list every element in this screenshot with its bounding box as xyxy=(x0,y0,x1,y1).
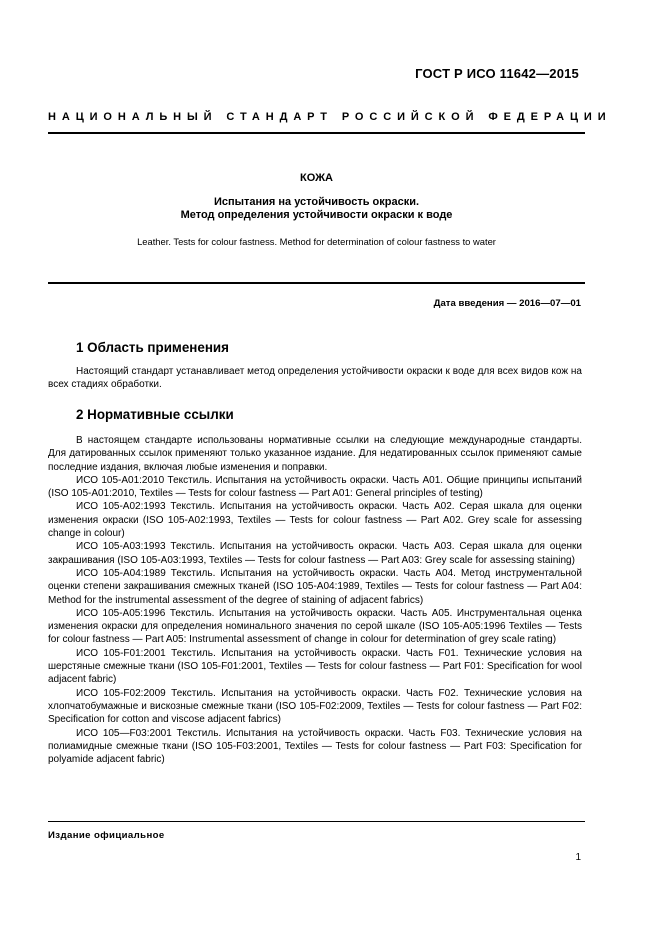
national-standard-banner: НАЦИОНАЛЬНЫЙ СТАНДАРТ РОССИЙСКОЙ ФЕДЕРАЦИИ xyxy=(48,111,612,123)
reference-item: ИСО 105-F02:2009 Текстиль. Испытания на устойчивость окраски. Часть F02. Технические условия на хлопчатобумажные и вискозные смежные ткани (ISO 105-F02:2009, Textiles — Tests for colour fastness — Part F02: Specification for cotton and viscose adjacent fabrics) xyxy=(48,687,582,726)
section-1-heading: 1 Область применения xyxy=(76,340,229,355)
introduction-date: Дата введения — 2016—07—01 xyxy=(433,298,581,309)
document-title: КОЖА xyxy=(299,172,333,184)
english-title: Leather. Tests for colour fastness. Method for determination of colour fastness to water xyxy=(137,236,496,247)
document-subtitle-line2: Метод определения устойчивости окраски к воде xyxy=(180,209,453,221)
reference-item: ИСО 105-F01:2001 Текстиль. Испытания на устойчивость окраски. Часть F01. Технические условия на шерстяные смежные ткани (ISO 105-F01:2001, Textiles — Tests for colour fastness — Part F01: Specification for wool adjacent fabric) xyxy=(48,647,582,686)
reference-item: ИСО 105-А01:2010 Текстиль. Испытания на устойчивость окраски. Часть А01. Общие принципы испытаний (ISO 105-A01:2010, Textiles — Tests for colour fastness — Part A01: General principles of testing) xyxy=(48,474,582,500)
page-number: 1 xyxy=(575,852,581,863)
document-subtitle-line1: Испытания на устойчивость окраски. xyxy=(213,196,420,208)
section-2-body xyxy=(48,434,582,766)
references-intro-paragraph: В настоящем стандарте использованы нормативные ссылки на следующие международные стандарты. Для датированных ссылок применяют только указанное издание. Для недатированных ссылок применяют самые последние издания, включая любые изменения и поправки. xyxy=(48,435,582,473)
official-edition-label: Издание официальное xyxy=(48,830,165,841)
reference-item: ИСО 105-А02:1993 Текстиль. Испытания на устойчивость окраски. Часть А02. Серая шкала для оценки изменения окраски (ISO 105-A02:1993, Textiles — Tests for colour fastness — Part A02. Grey scale for assessing change in colour) xyxy=(48,501,582,540)
reference-item: ИСО 105-А04:1989 Текстиль. Испытания на устойчивость окраски. Часть А04. Метод инструментальной оценки степени закрашивания смежных тканей (ISO 105-A04:1989, Textiles — Tests for colour fastness — Part A04: Method for the instrumental assessment of the degree of staining of adjacent fabrics) xyxy=(48,567,582,606)
header-divider xyxy=(48,132,585,134)
reference-item: ИСО 105-А05:1996 Текстиль. Испытания на устойчивость окраски. Часть А05. Инструментальная оценка изменения окраски для определения номинального значения по серой шкале (ISO 105-A05:1996 Textiles — Tests for colour fastness — Part A05: Instrumental assessment of change in colour for determination of grey scale rating) xyxy=(48,607,582,646)
footer-divider xyxy=(48,821,585,822)
title-divider xyxy=(48,282,585,284)
section-2-heading: 2 Нормативные ссылки xyxy=(76,407,234,422)
document-code: ГОСТ Р ИСО 11642—2015 xyxy=(415,66,579,81)
reference-item: ИСО 105-А03:1993 Текстиль. Испытания на устойчивость окраски. Часть А03. Серая шкала для оценки закрашивания (ISO 105-A03:1993, Textiles — Tests for colour fastness — Part A03: Grey scale for assessing staining) xyxy=(48,541,582,566)
reference-item: ИСО 105—F03:2001 Текстиль. Испытания на устойчивость окраски. Часть F03. Технические условия на полиамидные смежные ткани (ISO 105-F03:2001, Textiles — Tests for colour fastness — Part F03: Specification for polyamide adjacent fabric) xyxy=(48,727,582,766)
section-1-text: Настоящий стандарт устанавливает метод определения устойчивости окраски к воде для всех видов кож на всех стадиях обработки. xyxy=(48,366,582,391)
